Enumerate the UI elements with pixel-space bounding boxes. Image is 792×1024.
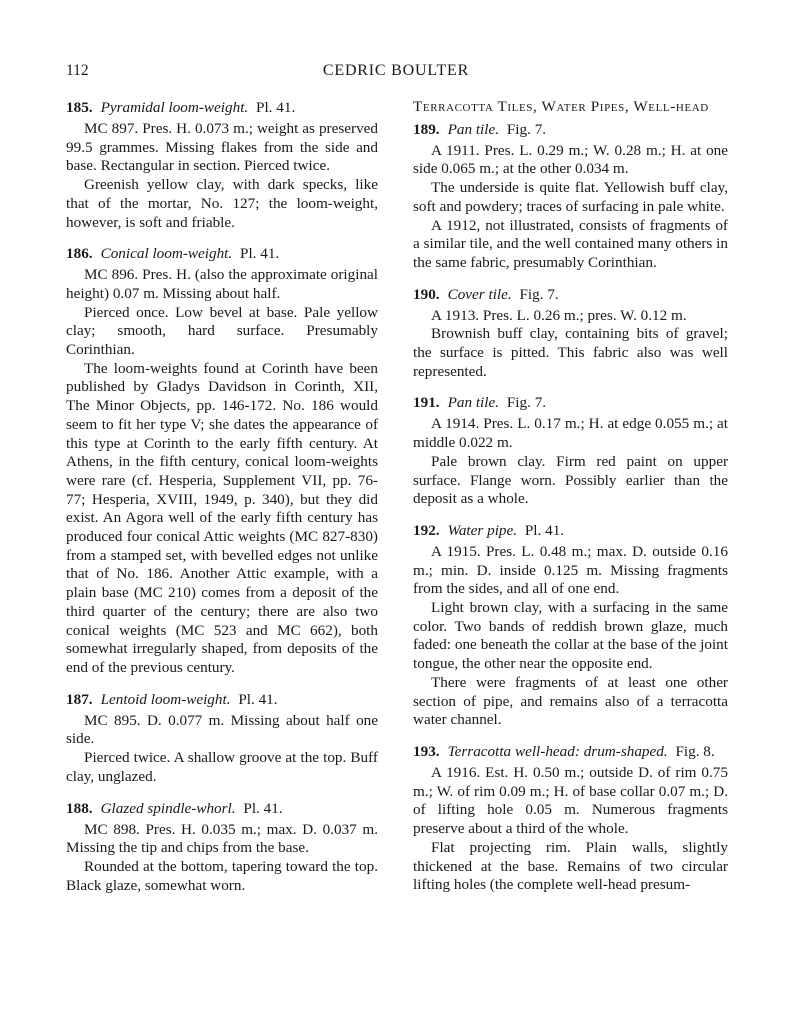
catalog-entry-186 xyxy=(66,244,378,677)
entry-heading xyxy=(413,285,728,305)
entry-ref: Fig. 7. xyxy=(506,394,547,412)
entry-ref: Pl. 41. xyxy=(243,799,283,817)
entry-number: 191. xyxy=(413,394,440,412)
entry-paragraph: A 1915. Pres. L. 0.48 m.; max. D. outside 0.16 m.; min. D. inside 0.125 m. Missing fragments from the sides, and all of one end. xyxy=(413,542,728,598)
entry-number: 186. xyxy=(66,245,93,263)
entry-ref: Pl. 41. xyxy=(256,99,296,116)
left-column xyxy=(66,98,378,907)
page-header xyxy=(66,62,726,84)
entry-paragraph: A 1916. Est. H. 0.50 m.; outside D. of rim 0.75 m.; W. of rim 0.09 m.; H. of base collar 0.07 m.; D. of lifting hole 0.05 m. Numerous fragments preserve about a third of the whole. xyxy=(413,763,728,838)
entry-paragraph: The underside is quite flat. Yellowish buff clay, soft and powdery; traces of surfacing in pale white. xyxy=(413,179,728,215)
entry-title: Glazed spindle-whorl. xyxy=(100,799,236,817)
right-column xyxy=(413,98,728,907)
entry-ref: Fig. 7. xyxy=(519,285,559,303)
entry-title: Water pipe. xyxy=(447,521,518,539)
entry-paragraph: A 1911. Pres. L. 0.29 m.; W. 0.28 m.; H. at one side 0.065 m.; at the other 0.034 m. xyxy=(413,141,728,178)
catalog-entry-185 xyxy=(66,98,378,232)
entry-heading xyxy=(413,393,728,413)
catalog-entry-191 xyxy=(413,393,728,509)
entry-paragraph: MC 898. Pres. H. 0.035 m.; max. D. 0.037 m. Missing the tip and chips from the base. xyxy=(66,820,378,857)
entry-paragraph: The loom-weights found at Corinth have been published by Gladys Davidson in Corinth, XII, The Minor Objects, pp. 146-172. No. 186 would seem to fit her type V; she dates the appearance of this type at Corinth to the early fifth century. At Athens, in the fifth century, conical loom-weights were rare (cf. Hesperia, Supplement VII, pp. 76-77; Hesperia, XVIII, 1949, p. 340), but they did exist. An Agora well of the early fifth century has produced four conical Attic weights (MC 827-830) from a stamped set, with bevelled edges not unlike that of No. 186. Another Attic example, with a plain base (MC 210) comes from a deposit of the third quarter of the century; there are also two conical weights (MC 523 and MC 662), both somewhat irregularly shaped, from deposits of the end of the previous century. xyxy=(66,359,378,676)
catalog-entry-193 xyxy=(413,742,728,895)
entry-title: Pan tile. xyxy=(447,120,500,138)
catalog-entry-188 xyxy=(66,799,378,896)
entry-heading xyxy=(413,120,728,140)
entry-title: Cover tile. xyxy=(447,285,512,303)
entry-ref: Fig. 8. xyxy=(675,742,715,760)
catalog-entry-187 xyxy=(66,690,378,787)
entry-title: Pyramidal loom-weight. xyxy=(100,99,249,116)
entry-number: 189. xyxy=(413,120,440,138)
entry-title: Lentoid loom-weight. xyxy=(100,690,231,708)
entry-paragraph: A 1914. Pres. L. 0.17 m.; H. at edge 0.055 m.; at middle 0.022 m. xyxy=(413,415,728,452)
entry-paragraph: Pierced once. Low bevel at base. Pale yellow clay; smooth, hard surface. Presumably Corinthian. xyxy=(66,303,378,359)
entry-heading xyxy=(413,521,728,541)
running-title: CEDRIC BOULTER xyxy=(322,62,470,79)
entry-ref: Pl. 41. xyxy=(238,690,278,708)
entry-title: Conical loom-weight. xyxy=(100,245,233,263)
entry-paragraph: Pale brown clay. Firm red paint on upper surface. Flange worn. Possibly earlier than the deposit as a whole. xyxy=(413,452,728,508)
entry-number: 187. xyxy=(66,690,93,708)
entry-paragraph: A 1912, not illustrated, consists of fragments of a similar tile, and the well contained many others in the same fabric, presumably Corinthian. xyxy=(413,216,728,271)
entry-paragraph: Pierced twice. A shallow groove at the top. Buff clay, unglazed. xyxy=(66,749,378,785)
entry-ref: Pl. 41. xyxy=(524,521,565,539)
entry-heading xyxy=(66,690,378,710)
entry-ref: Pl. 41. xyxy=(240,245,280,263)
entry-paragraph: MC 895. D. 0.077 m. Missing about half one side. xyxy=(66,711,378,748)
entry-paragraph: Light brown clay, with a surfacing in the same color. Two bands of reddish brown glaze, much faded: one beneath the collar at the base of the joint tongue, the other near the opposite end. xyxy=(413,599,728,673)
entry-heading xyxy=(66,799,378,819)
entry-paragraph: Flat projecting rim. Plain walls, slightly thickened at the base. Remains of two circular lifting holes (the complete well-head presum- xyxy=(413,838,728,894)
entry-number: 190. xyxy=(413,285,440,303)
entry-number: 185. xyxy=(66,99,93,116)
entry-paragraph: A 1913. Pres. L. 0.26 m.; pres. W. 0.12 m. xyxy=(431,306,687,324)
section-title: Terracotta Tiles, Water Pipes, Well-head xyxy=(413,98,709,115)
catalog-entry-189 xyxy=(413,120,728,273)
page-number: 112 xyxy=(66,62,89,79)
entry-title: Terracotta well-head: drum-shaped. xyxy=(447,742,668,760)
entry-ref: Fig. 7. xyxy=(506,120,547,138)
entry-heading xyxy=(66,98,378,118)
entry-paragraph: There were fragments of at least one other section of pipe, and remains also of a terracotta water channel. xyxy=(413,673,728,729)
entry-number: 192. xyxy=(413,521,440,539)
entry-heading xyxy=(66,244,378,264)
catalog-entry-192 xyxy=(413,521,728,730)
catalog-entry-190 xyxy=(413,285,728,382)
entry-title: Pan tile. xyxy=(447,394,500,412)
entry-paragraph: Brownish buff clay, containing bits of gravel; the surface is pitted. This fabric also was well represented. xyxy=(413,325,728,380)
entry-number: 188. xyxy=(66,799,93,817)
entry-paragraph: Rounded at the bottom, tapering toward the top. Black glaze, somewhat worn. xyxy=(66,857,378,894)
entry-number: 193. xyxy=(413,742,440,760)
entry-paragraph: MC 897. Pres. H. 0.073 m.; weight as preserved 99.5 grammes. Missing flakes from the side and base. Rectangular in section. Pierced twice. xyxy=(66,120,378,175)
entry-heading xyxy=(413,742,728,762)
entry-paragraph: Greenish yellow clay, with dark specks, like that of the mortar, No. 127; the loom-weight, however, is soft and friable. xyxy=(66,176,378,231)
entry-paragraph: MC 896. Pres. H. (also the approximate original height) 0.07 m. Missing about half. xyxy=(66,266,378,302)
